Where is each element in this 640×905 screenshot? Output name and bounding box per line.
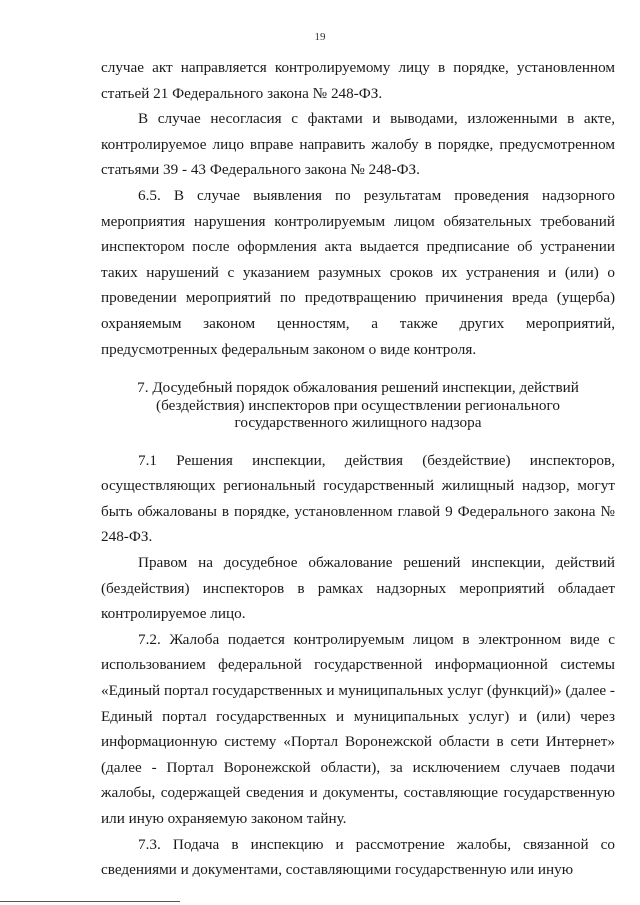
paragraph-6-5: 6.5. В случае выявления по результатам проведения надзорного мероприятия нарушения контролируемым лицом обязательных требований инспектором после оформления акта выдается предписание об устранении таких нарушений с указанием разумных сроков их устранения и (или) о проведении мероприятий по предотвращению причинения вреда (ущерба) охраняемым законом ценностям, а также других мероприятий, предусмотренных федеральным законом о виде контроля.: [101, 186, 615, 358]
section-heading: 7. Досудебный порядок обжалования решений инспекции, действий (бездействия) инспекторов при осуществлении регионального государственного жилищного надзора: [137, 379, 579, 432]
paragraph-7-2: 7.2. Жалоба подается контролируемым лицом в электронном виде с использованием федеральной государственной информационной системы «Единый портал государственных и муниципальных услуг (функций)» (далее - Единый портал государственных и муниципальных услуг) и (или) через информационную систему «Портал Воронежской области в сети Интернет» (далее - Портал Воронежской области), за исключением случаев подачи жалобы, содержащей сведения и документы, составляющие государственную или иную охраняемую законом тайну.: [101, 630, 615, 827]
paragraph-appeal-right: Правом на досудебное обжалование решений инспекции, действий (бездействия) инспекторов в рамках надзорных мероприятий обладает контролируемое лицо.: [101, 554, 615, 623]
paragraph-continuation: случае акт направляется контролируемому лицу в порядке, установленном статьей 21 Федерального закона № 248-ФЗ.: [101, 59, 615, 102]
document-body: [101, 55, 615, 883]
paragraph-7-3: 7.3. Подача в инспекцию и рассмотрение жалобы, связанной со сведениями и документами, составляющими государственную или иную: [101, 835, 615, 879]
paragraph-7-1: 7.1 Решения инспекции, действия (бездействие) инспекторов, осуществляющих региональный государственный жилищный надзор, могут быть обжалованы в порядке, установленном главой 9 Федерального закона № 248-ФЗ.: [101, 451, 615, 546]
bottom-divider: [0, 901, 180, 902]
paragraph-disagreement: В случае несогласия с фактами и выводами, изложенными в акте, контролируемое лицо вправе направить жалобу в порядке, предусмотренном статьями 39 - 43 Федерального закона № 248-ФЗ.: [101, 110, 615, 179]
page-number: 19: [314, 31, 326, 43]
